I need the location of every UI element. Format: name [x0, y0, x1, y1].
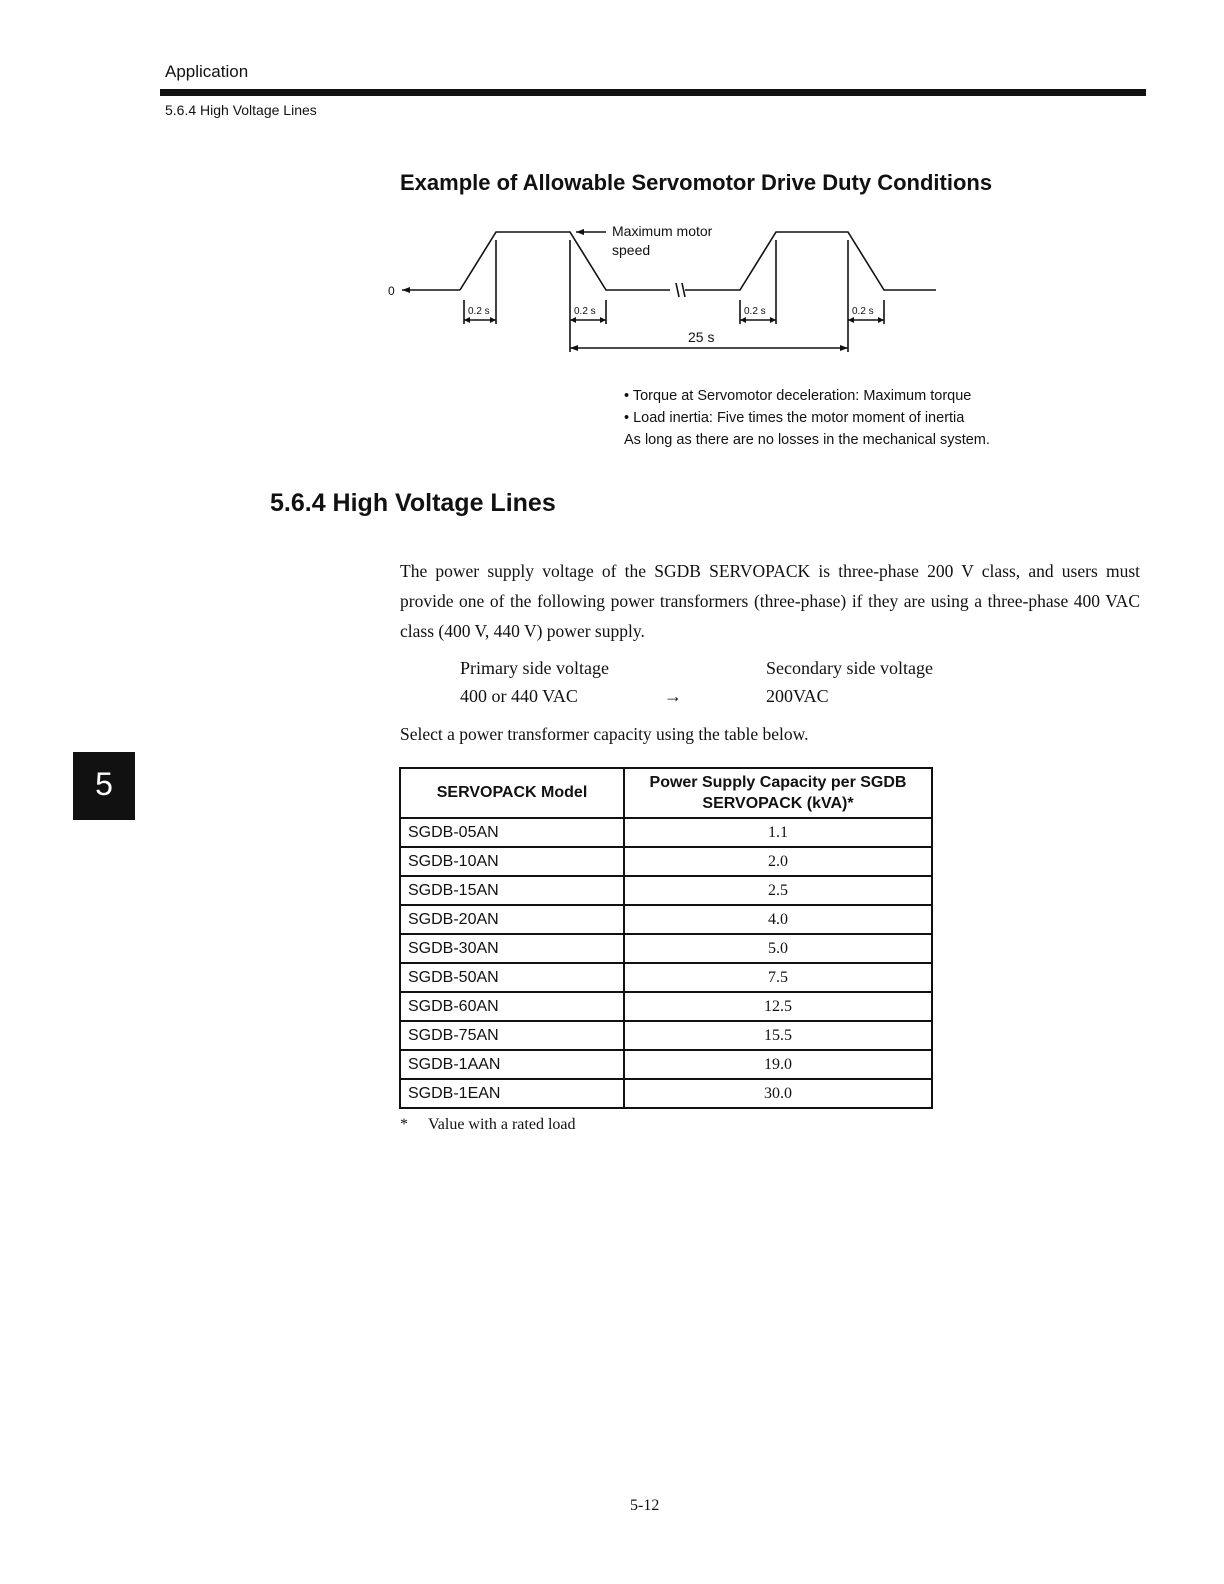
model-cell: SGDB-05AN — [400, 818, 624, 847]
header-section: Application — [165, 62, 249, 81]
primary-voltage-value: 400 or 440 VAC — [460, 686, 578, 706]
footnote-mark: * — [400, 1116, 408, 1133]
note-losses: As long as there are no losses in the mechanical system. — [624, 432, 990, 448]
model-cell: SGDB-15AN — [400, 876, 624, 905]
table-row — [400, 876, 932, 905]
break-mark — [676, 283, 685, 297]
capacity-table — [399, 767, 933, 1109]
chapter-tab: 5 — [73, 752, 135, 820]
max-speed-label-2: speed — [612, 242, 651, 258]
table-row — [400, 847, 932, 876]
model-cell: SGDB-30AN — [400, 934, 624, 963]
page-number: 5-12 — [630, 1497, 660, 1514]
model-cell: SGDB-1AAN — [400, 1050, 624, 1079]
ramp-label-3: 0.2 s — [744, 306, 766, 317]
model-cell: SGDB-10AN — [400, 847, 624, 876]
ramp-label-1: 0.2 s — [468, 306, 490, 317]
table-row — [400, 934, 932, 963]
max-speed-label-1: Maximum motor — [612, 223, 713, 239]
model-cell: SGDB-60AN — [400, 992, 624, 1021]
profile-pulse-2 — [685, 232, 936, 290]
select-instruction: Select a power transformer capacity using the table below. — [400, 724, 809, 744]
secondary-voltage-label: Secondary side voltage — [766, 658, 933, 678]
capacity-cell: 4.0 — [624, 905, 932, 934]
table-row — [400, 1050, 932, 1079]
secondary-voltage-value: 200VAC — [766, 686, 829, 706]
note-inertia: • Load inertia: Five times the motor moment of inertia — [624, 410, 965, 426]
ramp-label-4: 0.2 s — [852, 306, 874, 317]
col-header-model: SERVOPACK Model — [400, 768, 624, 818]
header-subsection: 5.6.4 High Voltage Lines — [165, 102, 317, 118]
model-cell: SGDB-50AN — [400, 963, 624, 992]
col-header-capacity: Power Supply Capacity per SGDB SERVOPACK (kVA)* — [624, 768, 932, 818]
capacity-cell: 2.0 — [624, 847, 932, 876]
model-cell: SGDB-75AN — [400, 1021, 624, 1050]
ramp-label-2: 0.2 s — [574, 306, 596, 317]
note-torque: • Torque at Servomotor deceleration: Maximum torque — [624, 388, 972, 404]
model-cell: SGDB-1EAN — [400, 1079, 624, 1108]
duty-cycle-diagram — [380, 210, 950, 360]
capacity-cell: 12.5 — [624, 992, 932, 1021]
footnote-text: Value with a rated load — [428, 1116, 576, 1133]
table-row — [400, 905, 932, 934]
period-label: 25 s — [688, 329, 715, 345]
table-header-row — [400, 768, 932, 818]
diagram-notes — [624, 385, 990, 451]
arrow-icon: → — [664, 686, 682, 706]
capacity-cell: 19.0 — [624, 1050, 932, 1079]
table-row — [400, 963, 932, 992]
zero-label: 0 — [388, 284, 395, 298]
section-title: 5.6.4 High Voltage Lines — [270, 489, 556, 517]
capacity-cell: 5.0 — [624, 934, 932, 963]
capacity-cell: 1.1 — [624, 818, 932, 847]
table-row — [400, 818, 932, 847]
header-rule — [160, 89, 1146, 96]
capacity-cell: 15.5 — [624, 1021, 932, 1050]
footnote — [400, 1116, 576, 1134]
example-title: Example of Allowable Servomotor Drive Duty Conditions — [400, 170, 993, 195]
body-paragraph: The power supply voltage of the SGDB SERVOPACK is three-phase 200 V class, and users must provide one of the following power transformers (three-phase) if they are using a three-phase 400 VAC class (400 V, 440 V) power supply. — [400, 561, 1140, 641]
table-row — [400, 992, 932, 1021]
table-row — [400, 1079, 932, 1108]
profile-pulse-1 — [460, 232, 670, 290]
table-row — [400, 1021, 932, 1050]
capacity-cell: 2.5 — [624, 876, 932, 905]
capacity-cell: 7.5 — [624, 963, 932, 992]
model-cell: SGDB-20AN — [400, 905, 624, 934]
capacity-cell: 30.0 — [624, 1079, 932, 1108]
primary-voltage-label: Primary side voltage — [460, 658, 609, 678]
